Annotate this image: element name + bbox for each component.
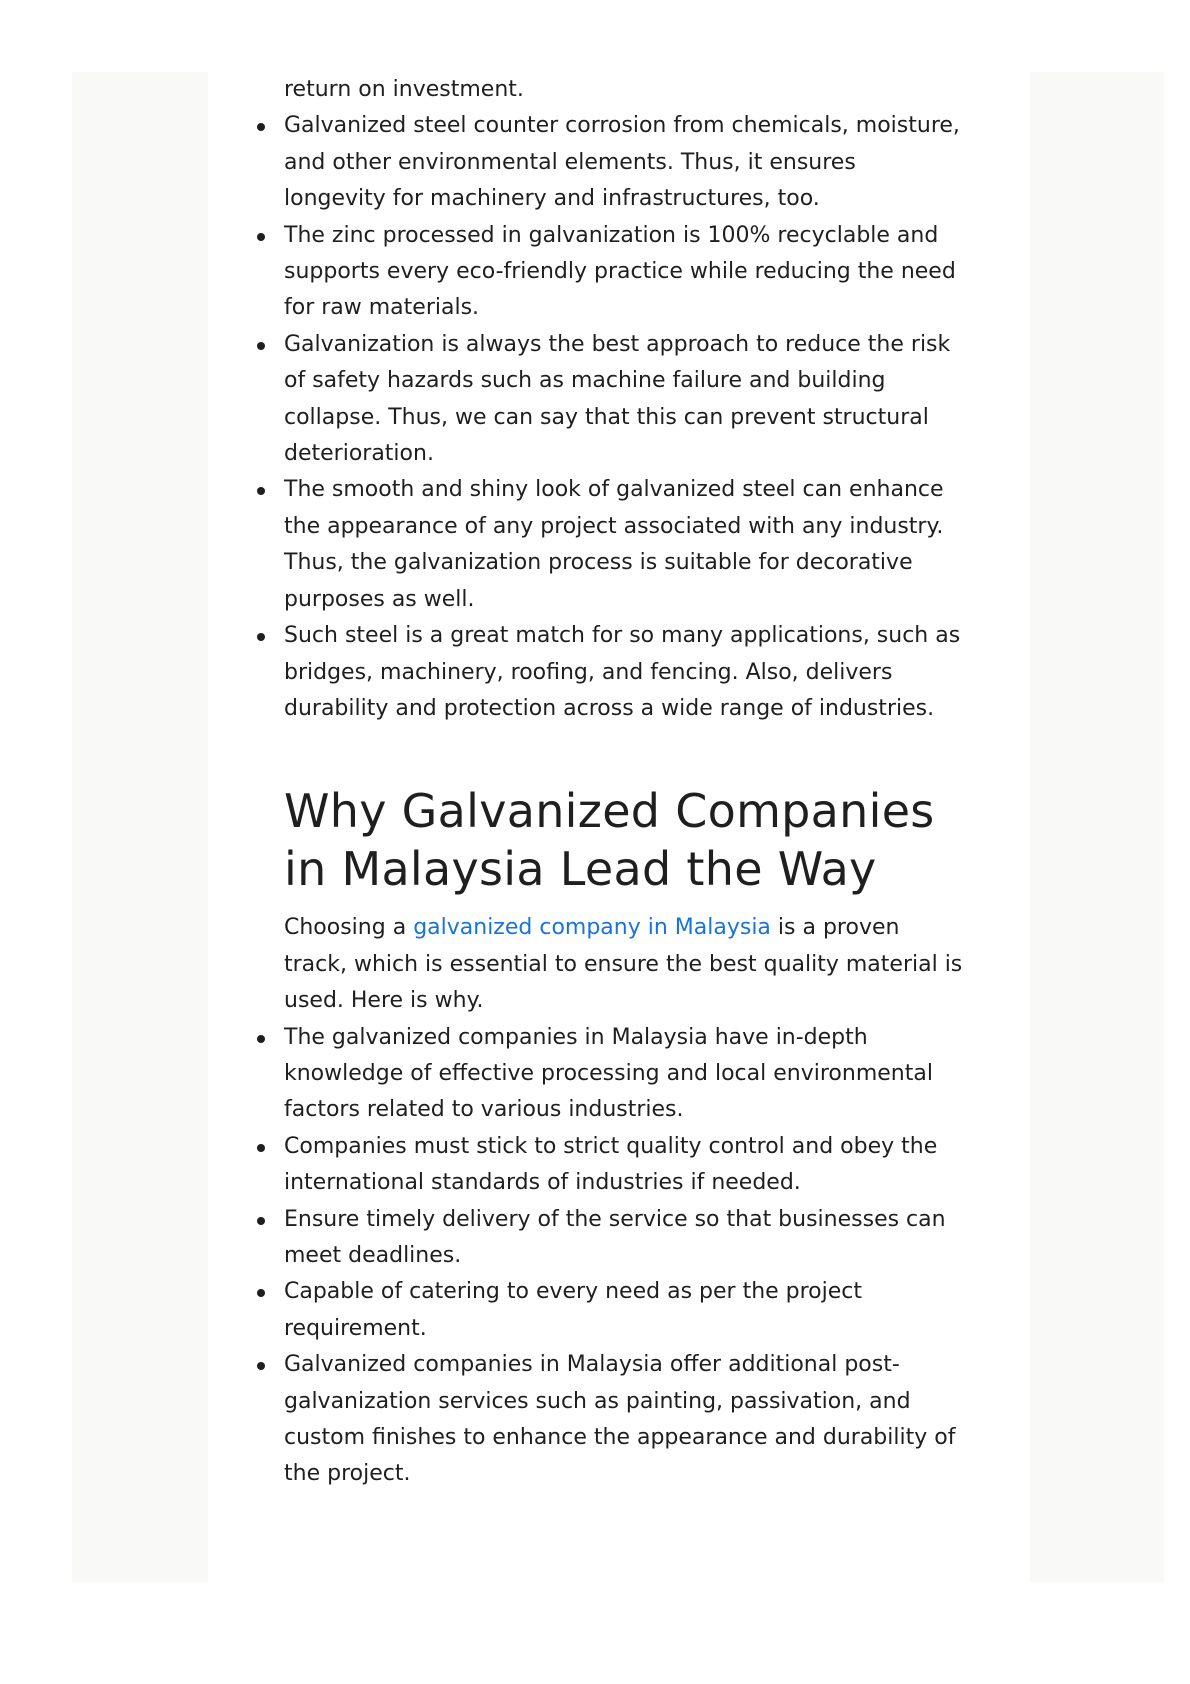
list-item: Ensure timely delivery of the service so that businesses can meet deadlines. (284, 1202, 964, 1275)
list-item: The galvanized companies in Malaysia have in-depth knowledge of effective processing and local environmental factors related to various industries. (284, 1020, 964, 1129)
bullet-icon (257, 342, 265, 350)
list-item: Galvanization is always the best approach to reduce the risk of safety hazards such as machine failure and building collapse. Thus, we can say that this can prevent structural deterioration. (284, 327, 964, 473)
article-page (208, 72, 1030, 1582)
bullet-icon (257, 487, 265, 495)
bullet-icon (257, 633, 265, 641)
galvanized-company-link[interactable]: galvanized company in Malaysia (413, 915, 771, 941)
list-item: Galvanized steel counter corrosion from chemicals, moisture, and other environmental elements. Thus, it ensures longevity for machinery and infrastructures, too. (284, 108, 964, 217)
reasons-list (284, 1020, 964, 1493)
list-item: Galvanized companies in Malaysia offer additional post-galvanization services such as painting, passivation, and custom finishes to enhance the appearance and durability of the project. (284, 1347, 964, 1493)
bullet-icon (257, 123, 265, 131)
section-intro: Choosing a galvanized company in Malaysia is a proven track, which is essential to ensure the best quality material is used. Here is why. (284, 915, 963, 1014)
bullet-icon (257, 233, 265, 241)
right-margin-panel (1030, 72, 1164, 1582)
bullet-icon (257, 1035, 265, 1043)
article-body (284, 72, 964, 1493)
bullet-icon (257, 1289, 265, 1297)
list-item: The smooth and shiny look of galvanized steel can enhance the appearance of any project associated with any industry. Thus, the galvanization process is suitable for decorative purposes as well. (284, 472, 964, 618)
list-item: Such steel is a great match for so many applications, such as bridges, machinery, roofing, and fencing. Also, delivers durability and protection across a wide range of industries. (284, 618, 964, 727)
list-item: Capable of catering to every need as per the project requirement. (284, 1274, 964, 1347)
list-item: Companies must stick to strict quality control and obey the international standards of industries if needed. (284, 1129, 964, 1202)
bullet-icon (257, 1362, 265, 1370)
bullet-icon (257, 1144, 265, 1152)
continued-text: return on investment. (284, 77, 524, 102)
benefits-list (284, 108, 964, 727)
section-heading: Why Galvanized Companies in Malaysia Lead the Way (284, 784, 935, 896)
bullet-icon (257, 1217, 265, 1225)
left-margin-panel (72, 72, 208, 1582)
list-item: The zinc processed in galvanization is 100% recyclable and supports every eco-friendly practice while reducing the need for raw materials. (284, 218, 964, 327)
